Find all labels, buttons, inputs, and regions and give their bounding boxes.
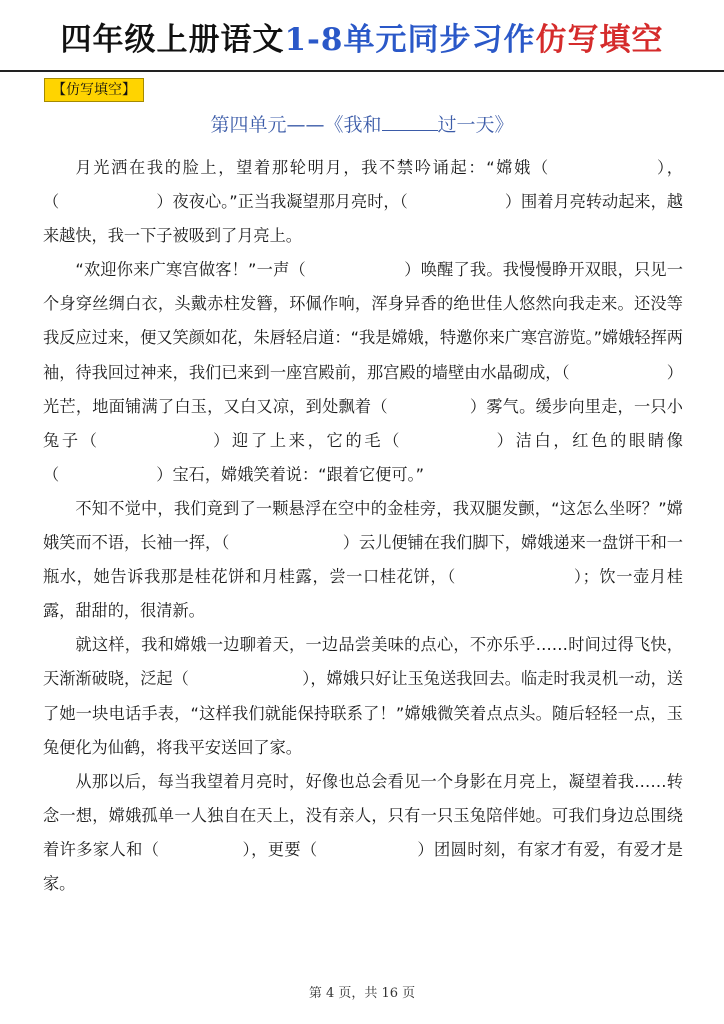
essay-body bbox=[43, 151, 683, 901]
essay-paragraph-4: 就这样，我和嫦娥一边聊着天，一边品尝美味的点心，不亦乐乎……时间过得飞快，天渐渐破晓，泛起（ ），嫦娥只好让玉兔送我回去。临走时我灵机一动，送了她一块电话手表，“这样我们就能保持联系了！”嫦娥微笑着点点头。随后轻轻一点，玉兔便化为仙鹤，将我平安送回了家。 bbox=[43, 635, 683, 757]
unit-title-blank[interactable] bbox=[382, 112, 438, 131]
unit-title bbox=[0, 110, 724, 140]
header-divider bbox=[0, 70, 724, 72]
section-tag: 【仿写填空】 bbox=[44, 78, 144, 102]
essay-paragraph-1: 月光洒在我的脸上，望着那轮明月，我不禁吟诵起：“嫦娥（ ），（ ）夜夜心。”正当我凝望那月亮时，（ ）围着月亮转动起来，越来越快，我一下子被吸到了月亮上。 bbox=[43, 158, 683, 246]
page-number-footer: 第 4 页，共 16 页 bbox=[308, 986, 416, 1001]
header-title-units: 1-8单元同步习作 bbox=[284, 22, 536, 58]
unit-title-prefix: 第四单元——《我和 bbox=[210, 114, 382, 136]
header-title-grade: 四年级上册语文 bbox=[60, 22, 285, 58]
essay-paragraph-2: “欢迎你来广寒宫做客！”一声（ ）唤醒了我。我慢慢睁开双眼，只见一个身穿丝绸白衣，头戴赤柱发簪，环佩作响，浑身异香的绝世佳人悠然向我走来。还没等我反应过来，便又笑颜如花，朱唇轻启道：“我是嫦娥，特邀你来广寒宫游览。”嫦娥轻挥两袖，待我回过神来，我们已来到一座宫殿前，那宫殿的墙壁由水晶砌成，（ ）光芒，地面铺满了白玉，又白又凉，到处飘着（ ）雾气。缓步向里走，一只小兔子（ ）迎了上来，它的毛（ ）洁白，红色的眼睛像（ ）宝石，嫦娥笑着说：“跟着它便可。” bbox=[43, 260, 683, 484]
essay-paragraph-5: 从那以后，每当我望着月亮时，好像也总会看见一个身影在月亮上，凝望着我……转念一想，嫦娥孤单一人独自在天上，没有亲人，只有一只玉兔陪伴她。可我们身边总围绕着许多家人和（ ），更要（ ）团圆时刻，有家才有爱，有爱才是家。 bbox=[43, 771, 683, 893]
document-header-title bbox=[0, 18, 724, 62]
unit-title-suffix: 过一天》 bbox=[437, 114, 514, 136]
essay-paragraph-3: 不知不觉中，我们竟到了一颗悬浮在空中的金桂旁，我双腿发颤，“这怎么坐呀？”嫦娥笑而不语，长袖一挥，（ ）云儿便铺在我们脚下，嫦娥递来一盘饼干和一瓶水，她告诉我那是桂花饼和月桂露，尝一口桂花饼，（ ）；饮一壶月桂露，甜甜的，很清新。 bbox=[43, 498, 683, 621]
header-title-exercise: 仿写填空 bbox=[535, 22, 664, 58]
